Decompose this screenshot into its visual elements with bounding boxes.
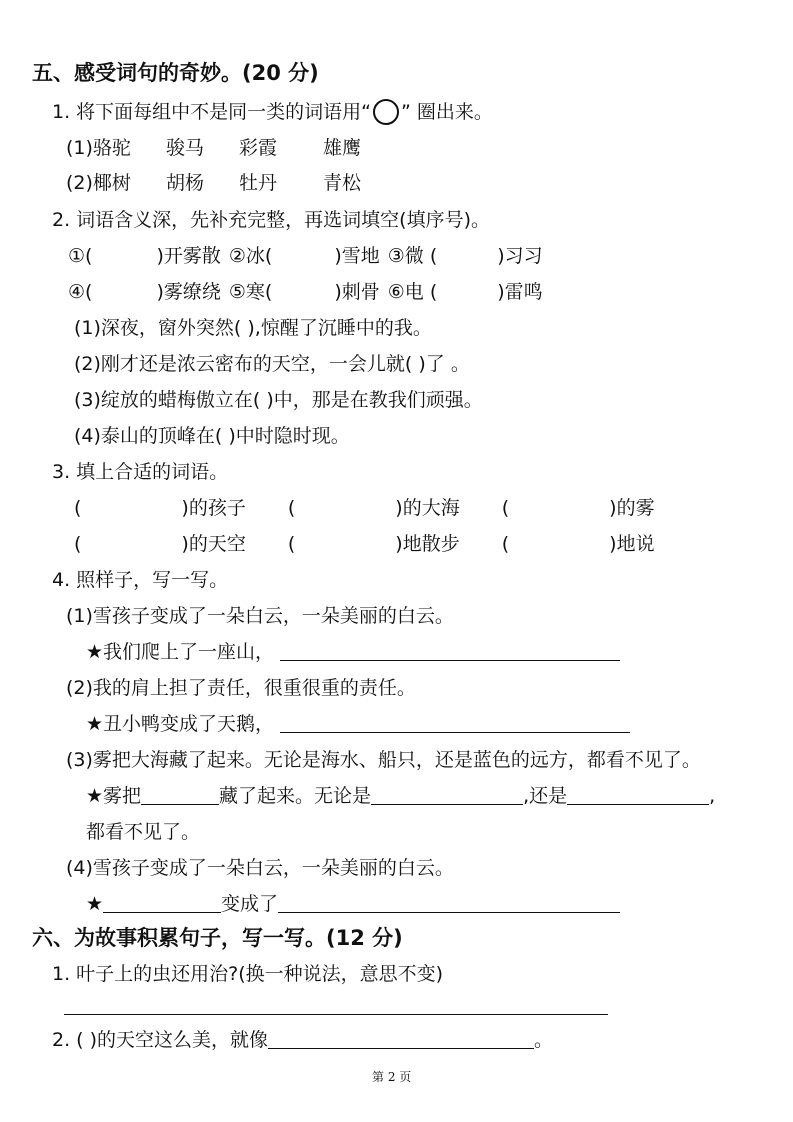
star-text: , xyxy=(709,785,716,807)
q4-example-1: (1)雪孩子变成了一朵白云，一朵美丽的白云。 xyxy=(66,605,454,627)
answer-line[interactable] xyxy=(141,784,219,805)
idiom-number: ④( xyxy=(68,281,93,303)
s6-q2-text: 2. ( )的天空这么美，就像 xyxy=(52,1029,269,1051)
idiom-number: ③微 ( xyxy=(387,245,438,267)
q4-example-4: (4)雪孩子变成了一朵白云，一朵美丽的白云。 xyxy=(66,857,454,879)
q3-word: 地散步 xyxy=(402,533,460,555)
word: 胡杨 xyxy=(166,172,205,194)
q3-word: 的大海 xyxy=(402,497,460,519)
idiom-text: )开雾散 xyxy=(156,245,221,267)
word: 牡丹 xyxy=(239,172,278,194)
q3-word: 地说 xyxy=(616,533,655,555)
idiom-number: ②冰( xyxy=(228,245,273,267)
circle-icon xyxy=(373,99,399,125)
idiom-text: )雾缭绕 xyxy=(156,281,221,303)
q1-row-1 xyxy=(66,135,361,161)
q3-word: 的雾 xyxy=(616,497,655,519)
q3-word: 的天空 xyxy=(188,533,246,555)
q1-instruction xyxy=(52,99,493,125)
q2-instruction: 2. 词语含义深，先补充完整，再选词填空(填序号)。 xyxy=(52,209,490,231)
idiom-number: ①( xyxy=(68,245,93,267)
s6-question-2 xyxy=(52,1027,553,1053)
q1-row-2 xyxy=(66,170,361,196)
q4-example-2: (2)我的肩上担了责任，很重很重的责任。 xyxy=(66,677,416,699)
section-six-title: 六、为故事积累句子，写一写。(12 分) xyxy=(32,926,403,950)
idiom-text: )雪地 xyxy=(334,245,380,267)
q3-word: 的孩子 xyxy=(188,497,246,519)
q2-sentence-2: (2)刚才还是浓云密布的天空，一会儿就( )了 。 xyxy=(74,353,470,375)
q4-instruction: 4. 照样子，写一写。 xyxy=(52,569,229,591)
q1-suffix: ” 圈出来。 xyxy=(401,101,493,123)
star-prompt: ★ xyxy=(86,893,104,915)
answer-line[interactable] xyxy=(371,784,523,805)
answer-line[interactable] xyxy=(280,712,630,733)
idiom-text: )习习 xyxy=(497,245,543,267)
q4-star-2 xyxy=(86,711,630,737)
star-text: ,还是 xyxy=(523,785,568,807)
star-prompt: ★我们爬上了一座山， xyxy=(86,641,275,663)
q2-row-2 xyxy=(68,279,543,305)
page-number: 第 2 页 xyxy=(372,1070,412,1084)
s6-q2-end: 。 xyxy=(534,1029,554,1051)
q2-sentence-1: (1)深夜，窗外突然( ),惊醒了沉睡中的我。 xyxy=(74,317,432,339)
idiom-number: ⑤寒( xyxy=(228,281,273,303)
q2-sentence-4: (4)泰山的顶峰在( )中时隐时现。 xyxy=(74,425,350,447)
answer-line[interactable] xyxy=(278,892,620,913)
q4-star-3-continued: 都看不见了。 xyxy=(86,821,201,843)
star-prompt: ★雾把 xyxy=(86,785,142,807)
word: 彩霞 xyxy=(239,137,278,159)
q4-star-3 xyxy=(86,783,715,809)
star-text: 藏了起来。无论是 xyxy=(219,785,372,807)
word: 雄鹰 xyxy=(323,137,362,159)
q3-instruction: 3. 填上合适的词语。 xyxy=(52,461,229,483)
word: (2)椰树 xyxy=(66,172,131,194)
star-prompt: ★丑小鸭变成了天鹅， xyxy=(86,713,275,735)
word: 骏马 xyxy=(166,137,205,159)
q4-star-4 xyxy=(86,891,620,917)
answer-line[interactable] xyxy=(268,1028,534,1049)
answer-line[interactable] xyxy=(280,640,620,661)
word: (1)骆驼 xyxy=(66,137,131,159)
q3-row-1: ( )的孩子 ( )的大海 ( )的雾 xyxy=(74,497,655,519)
idiom-text: )雷鸣 xyxy=(497,281,543,303)
q1-prefix: 1. 将下面每组中不是同一类的词语用“ xyxy=(52,101,372,123)
section-five-title: 五、感受词句的奇妙。(20 分) xyxy=(32,61,319,85)
answer-line[interactable] xyxy=(103,892,221,913)
idiom-text: )刺骨 xyxy=(334,281,380,303)
s6-question-1: 1. 叶子上的虫还用治?(换一种说法，意思不变) xyxy=(52,963,444,985)
idiom-number: ⑥电 ( xyxy=(387,281,438,303)
q4-example-3: (3)雾把大海藏了起来。无论是海水、船只，还是蓝色的远方，都看不见了。 xyxy=(66,749,701,771)
q4-star-1 xyxy=(86,639,620,665)
q2-sentence-3: (3)绽放的蜡梅傲立在( )中，那是在教我们顽强。 xyxy=(74,389,483,411)
q2-row-1 xyxy=(68,243,543,269)
q3-row-2: ( )的天空 ( )地散步 ( )地说 xyxy=(74,533,655,555)
star-text: 变成了 xyxy=(221,893,279,915)
answer-line[interactable] xyxy=(567,784,709,805)
s6-answer-line-1[interactable] xyxy=(64,1014,608,1015)
word: 青松 xyxy=(323,172,362,194)
